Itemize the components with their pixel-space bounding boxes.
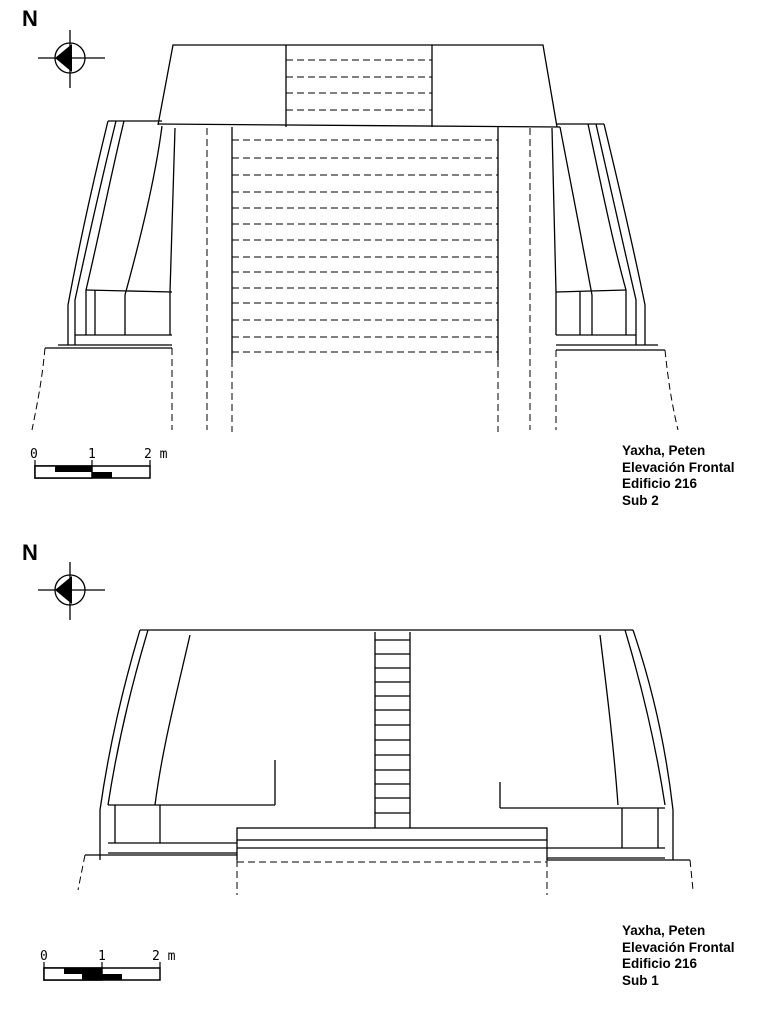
scale-label-1: 1 [88, 447, 96, 462]
caption-site: Yaxha, Peten [622, 443, 706, 458]
figure-caption [622, 923, 735, 989]
caption-phase: Sub 1 [622, 972, 659, 988]
caption-view: Elevación Frontal [622, 939, 735, 955]
caption-site: Yaxha, Peten [622, 923, 706, 938]
scale-label-0: 0 [40, 949, 48, 964]
scale-bar [40, 949, 176, 980]
central-stairway [375, 632, 410, 828]
scale-bar [30, 447, 168, 478]
north-arrow-icon [38, 30, 105, 88]
central-stairway [232, 127, 498, 432]
caption-view: Elevación Frontal [622, 459, 735, 475]
main-body [100, 630, 673, 860]
north-label: N [22, 6, 38, 31]
scale-label-2m: 2 m [152, 949, 176, 964]
right-terraces [207, 124, 678, 430]
elevation-sub1-figure [0, 520, 772, 1024]
north-arrow-icon [38, 562, 105, 620]
left-terraces [32, 121, 175, 430]
north-label: N [22, 540, 38, 565]
scale-label-1: 1 [98, 949, 106, 964]
lower-platform [78, 805, 693, 895]
caption-building: Edificio 216 [622, 956, 698, 971]
caption-building: Edificio 216 [622, 476, 698, 491]
scale-label-0: 0 [30, 447, 38, 462]
upper-structure [158, 45, 560, 127]
scale-label-2m: 2 m [144, 447, 168, 462]
figure-caption [622, 443, 735, 509]
caption-phase: Sub 2 [622, 492, 659, 508]
